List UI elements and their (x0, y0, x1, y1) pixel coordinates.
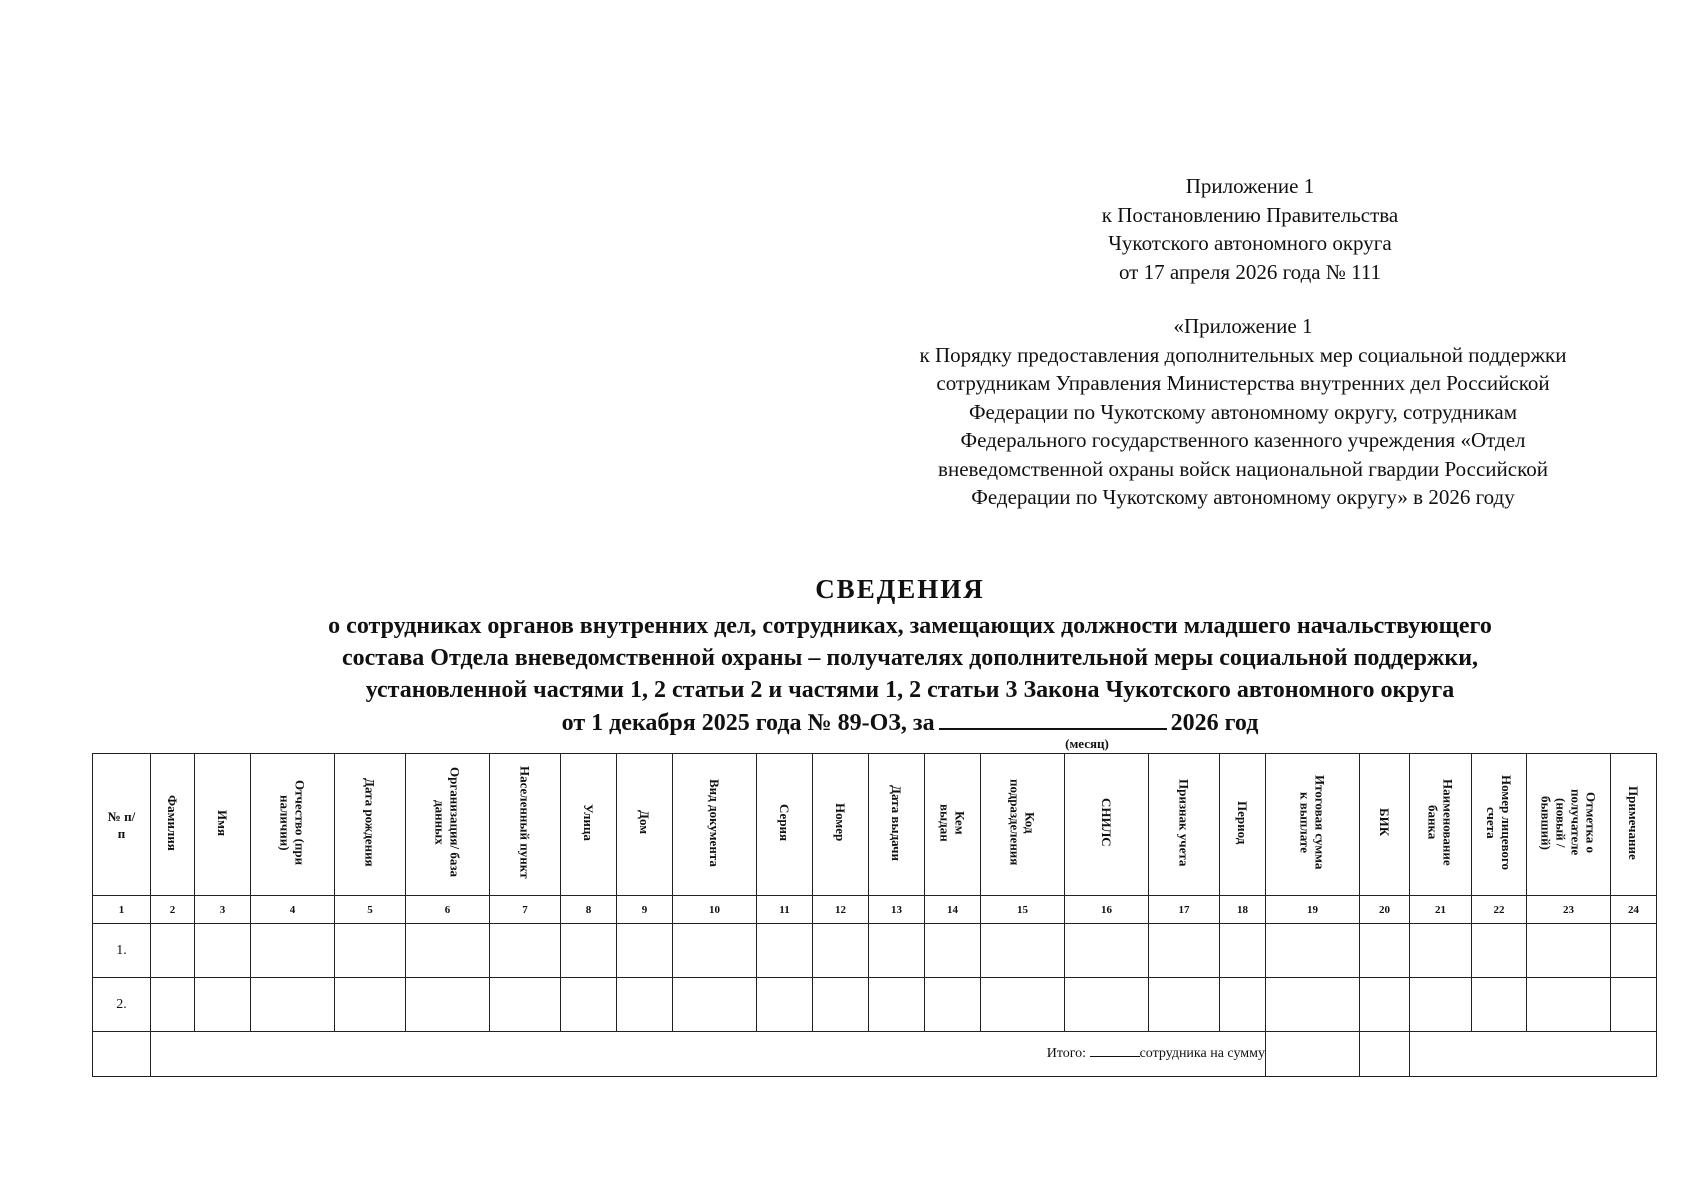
row-number: 1. (93, 924, 151, 978)
table-cell[interactable] (335, 978, 406, 1032)
table-cell[interactable] (617, 924, 673, 978)
column-number: 24 (1611, 896, 1657, 924)
table-cell[interactable] (1360, 978, 1410, 1032)
column-header: Фамилия (151, 754, 195, 896)
table-cell[interactable] (673, 924, 757, 978)
column-header: Организация/ база данных (406, 754, 490, 896)
column-header: Примечание (1611, 754, 1657, 896)
column-number: 10 (673, 896, 757, 924)
column-header: СНИЛС (1065, 754, 1149, 896)
appendix-inner-line: вневедомственной охраны войск национальной гвардии Российской (938, 456, 1548, 481)
column-number: 8 (561, 896, 617, 924)
subtitle-last-prefix: от 1 декабря 2025 года № 89-ОЗ, за (561, 710, 935, 736)
table-cell[interactable] (757, 924, 813, 978)
total-count-blank[interactable] (1090, 1056, 1140, 1057)
subtitle-line: установленной частями 1, 2 статьи 2 и частями 1, 2 статьи 3 Закона Чукотского автономного округа (365, 677, 1455, 703)
subtitle-line: состава Отдела вневедомственной охраны – получателях дополнительной меры социальной поддержки, (341, 645, 1479, 671)
appendix-inner-line: Федерации по Чукотскому автономному округу» в 2026 году (971, 485, 1515, 509)
document-subtitle (160, 610, 1660, 739)
column-header: Признак учета (1149, 754, 1220, 896)
column-number: 17 (1149, 896, 1220, 924)
column-number: 21 (1410, 896, 1472, 924)
appendix-line: Чукотского автономного округа (1108, 231, 1392, 255)
column-number: 15 (981, 896, 1065, 924)
total-cell (1410, 1032, 1657, 1077)
column-number: 16 (1065, 896, 1149, 924)
appendix-line: Приложение 1 (1185, 174, 1315, 198)
table-cell[interactable] (869, 978, 925, 1032)
table-cell[interactable] (1065, 978, 1149, 1032)
table-cell[interactable] (1527, 924, 1611, 978)
column-header: Наименование банка (1410, 754, 1472, 896)
column-header: Дом (617, 754, 673, 896)
total-sum-cell[interactable] (1266, 1032, 1360, 1077)
subtitle-last-line (160, 706, 1660, 739)
column-header: Номер лицевого счета (1472, 754, 1527, 896)
table-cell[interactable] (813, 924, 869, 978)
appendix-line: к Постановлению Правительства (1101, 202, 1399, 227)
table-cell[interactable] (1065, 924, 1149, 978)
appendix-inner-line: «Приложение 1 (1173, 314, 1313, 338)
table-cell[interactable] (195, 978, 251, 1032)
table-cell[interactable] (406, 924, 490, 978)
column-number: 7 (490, 896, 561, 924)
table-cell[interactable] (1149, 978, 1220, 1032)
total-suffix: сотрудника на сумму (1139, 1046, 1265, 1061)
appendix-block (1000, 172, 1500, 286)
table-cell[interactable] (1266, 978, 1360, 1032)
column-number: 3 (195, 896, 251, 924)
column-number: 12 (813, 896, 869, 924)
document-title: СВЕДЕНИЯ (815, 574, 985, 604)
table-row (93, 924, 1657, 978)
header-row (93, 754, 1657, 896)
column-number: 6 (406, 896, 490, 924)
column-header: Серия (757, 754, 813, 896)
total-cell (1360, 1032, 1410, 1077)
column-number-row (93, 896, 1657, 924)
column-number: 9 (617, 896, 673, 924)
total-empty-cell (93, 1032, 151, 1077)
column-header: Отметка о получателе (новый / бывший) (1527, 754, 1611, 896)
appendix-inner-line: Федерации по Чукотскому автономному округу, сотрудникам (968, 399, 1518, 424)
column-number: 14 (925, 896, 981, 924)
month-blank-field[interactable] (939, 706, 1167, 730)
table-cell[interactable] (1149, 924, 1220, 978)
data-table (92, 753, 1657, 1077)
table-cell[interactable] (1360, 924, 1410, 978)
table-cell[interactable] (981, 924, 1065, 978)
subtitle-last-suffix: 2026 год (1170, 710, 1259, 736)
table-cell[interactable] (1410, 924, 1472, 978)
column-header: Период (1220, 754, 1266, 896)
column-header: Дата рождения (335, 754, 406, 896)
column-header: Дата выдачи (869, 754, 925, 896)
table-cell[interactable] (981, 978, 1065, 1032)
column-number: 4 (251, 896, 335, 924)
column-number: 2 (151, 896, 195, 924)
column-number: 20 (1360, 896, 1410, 924)
column-number: 5 (335, 896, 406, 924)
table-cell[interactable] (406, 978, 490, 1032)
column-header: Улица (561, 754, 617, 896)
table-cell[interactable] (869, 924, 925, 978)
table-cell[interactable] (925, 924, 981, 978)
column-header: Код подразделения (981, 754, 1065, 896)
table-cell[interactable] (151, 978, 195, 1032)
table-cell[interactable] (490, 978, 561, 1032)
table-cell[interactable] (195, 924, 251, 978)
column-number: 1 (93, 896, 151, 924)
column-number: 23 (1527, 896, 1611, 924)
total-prefix: Итого: (1046, 1046, 1087, 1061)
table-cell[interactable] (561, 924, 617, 978)
table-cell[interactable] (1266, 924, 1360, 978)
table-cell[interactable] (251, 924, 335, 978)
column-number: 11 (757, 896, 813, 924)
column-header: Номер (813, 754, 869, 896)
month-hint: (месяц) (1065, 736, 1109, 751)
total-label (151, 1032, 1266, 1077)
column-header: Отчество (при наличии) (251, 754, 335, 896)
column-header: Населенный пункт (490, 754, 561, 896)
table-row (93, 978, 1657, 1032)
table-cell[interactable] (1527, 978, 1611, 1032)
table-cell[interactable] (617, 978, 673, 1032)
table-cell[interactable] (335, 924, 406, 978)
column-number: 13 (869, 896, 925, 924)
table-cell[interactable] (757, 978, 813, 1032)
table-cell[interactable] (813, 978, 869, 1032)
table-cell[interactable] (1410, 978, 1472, 1032)
column-number: 22 (1472, 896, 1527, 924)
appendix-inner-line: к Порядку предоставления дополнительных мер социальной поддержки (919, 342, 1567, 367)
row-number: 2. (93, 978, 151, 1032)
column-header: БИК (1360, 754, 1410, 896)
table-cell[interactable] (1472, 978, 1527, 1032)
appendix-inner-line: сотрудникам Управления Министерства внутренних дел Российской (936, 371, 1550, 395)
column-header: № п/п (93, 754, 151, 896)
column-number: 18 (1220, 896, 1266, 924)
table-cell[interactable] (1611, 978, 1657, 1032)
table-cell[interactable] (490, 924, 561, 978)
table-cell[interactable] (251, 978, 335, 1032)
table-cell[interactable] (1220, 924, 1266, 978)
table-cell[interactable] (1220, 978, 1266, 1032)
table-cell[interactable] (1611, 924, 1657, 978)
appendix-line: от 17 апреля 2026 года № 111 (1118, 259, 1382, 284)
total-row (93, 1032, 1657, 1077)
subtitle-line: о сотрудниках органов внутренних дел, сотрудниках, замещающих должности младшего начальствующего (328, 613, 1492, 639)
column-header: Вид документа (673, 754, 757, 896)
column-number: 19 (1266, 896, 1360, 924)
table-cell[interactable] (151, 924, 195, 978)
appendix-inner-line: Федерального государственного казенного учреждения «Отдел (960, 428, 1526, 452)
table-cell[interactable] (673, 978, 757, 1032)
column-header: Кем выдан (925, 754, 981, 896)
table-cell[interactable] (561, 978, 617, 1032)
table-cell[interactable] (925, 978, 981, 1032)
appendix-inner-block (858, 312, 1628, 512)
column-header: Итоговая сумма к выплате (1266, 754, 1360, 896)
column-header: Имя (195, 754, 251, 896)
table-cell[interactable] (1472, 924, 1527, 978)
